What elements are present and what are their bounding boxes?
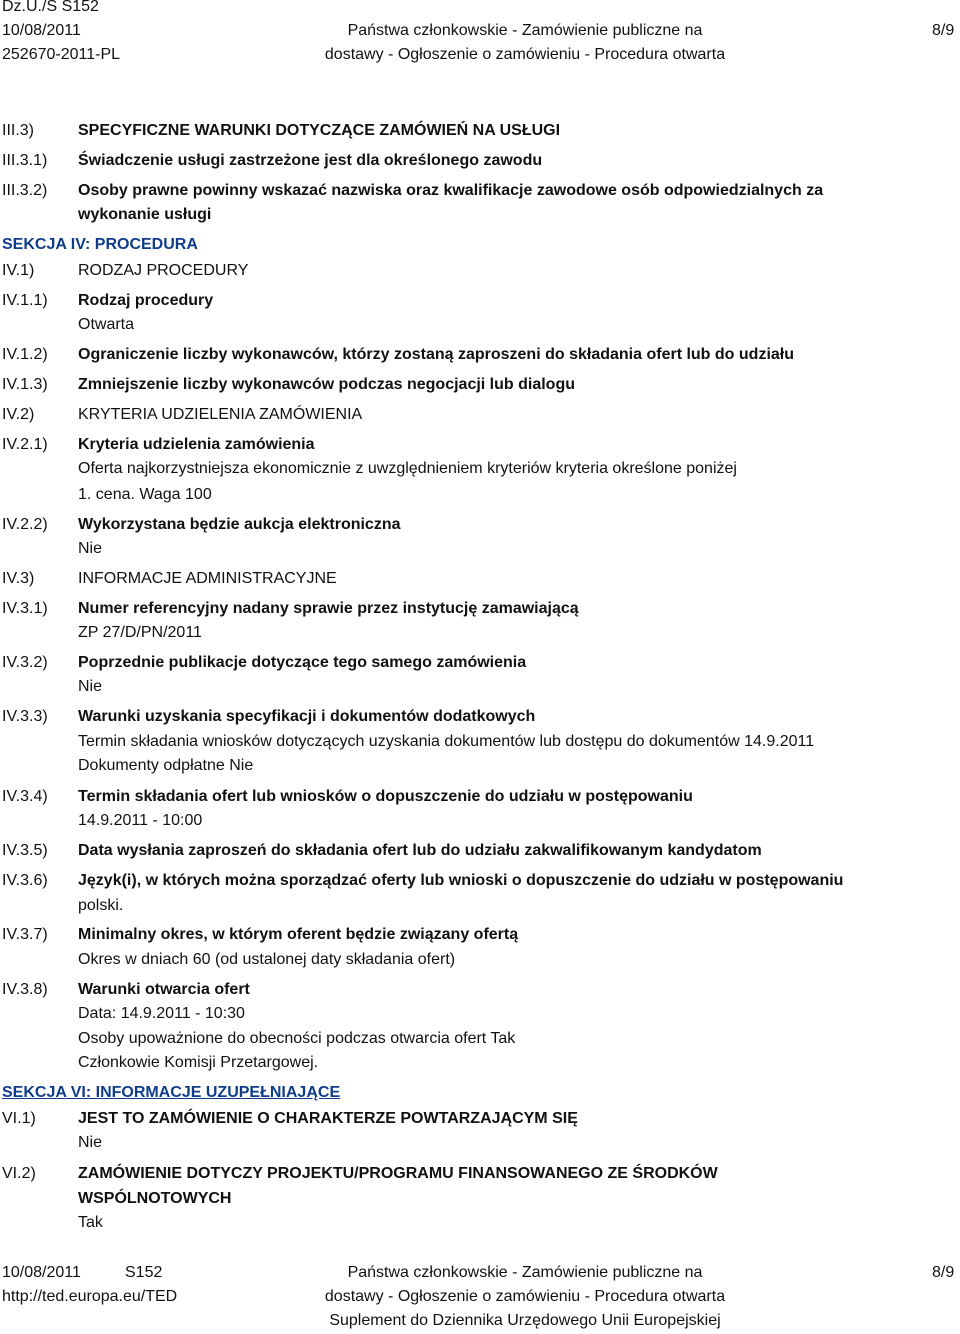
section-number: IV.2.2) [2,516,48,533]
section-heading: Warunki otwarcia ofert [78,981,250,998]
section-vi-2-cont [0,1190,960,1214]
section-heading: Kryteria udzielenia zamówienia [78,436,315,453]
footer-page-number: 8/9 [932,1264,955,1281]
section-iv-3-8-value2 [0,1030,960,1054]
section-value: Dokumenty odpłatne Nie [78,757,254,774]
section-heading-cont: WSPÓLNOTOWYCH [78,1190,232,1207]
section-heading: Data wysłania zaproszeń do składania ofert lub do udziału zakwalifikowanym kandydatom [78,842,762,859]
section-iv-3-8-value1 [0,1005,960,1029]
section-heading: KRYTERIA UDZIELENIA ZAMÓWIENIA [78,406,363,423]
section-iii-3-2-cont [0,206,960,230]
section-iv-3-7 [0,926,960,950]
section-heading: Poprzednie publikacje dotyczące tego samego zamówienia [78,654,527,671]
sekcja-iv [0,236,960,260]
section-iv-2-2-value [0,540,960,564]
section-iv-3-6 [0,872,960,896]
section-heading-cont: wykonanie usługi [78,206,212,223]
section-iv-3-6-value [0,897,960,921]
sekcja-vi [0,1084,960,1108]
section-heading: Minimalny okres, w którym oferent będzie związany ofertą [78,926,519,943]
footer-title-line3: Suplement do Dziennika Urzędowego Unii Europejskiej [329,1312,721,1329]
section-heading: Warunki uzyskania specyfikacji i dokumentów dodatkowych [78,708,536,725]
section-heading: Język(i), w których można sporządzać oferty lub wnioski o dopuszczenie do udziału w postępowaniu [78,872,844,889]
section-iv-1-1 [0,292,960,316]
section-iv-3-3-value1 [0,733,960,757]
section-value: Oferta najkorzystniejsza ekonomicznie z uwzględnieniem kryteriów kryteria określone poniżej [78,460,737,477]
footer-title-line2: dostawy - Ogłoszenie o zamówieniu - Procedura otwarta [324,1288,726,1305]
section-number: IV.3.3) [2,708,48,725]
journal-ref: Dz.U./S S152 [2,0,99,15]
section-number: IV.3.1) [2,600,48,617]
section-iv-2 [0,406,960,430]
section-heading: Świadczenie usługi zastrzeżone jest dla określonego zawodu [78,152,543,169]
section-value: Członkowie Komisji Przetargowej. [78,1054,319,1071]
section-value: Nie [78,540,103,557]
section-number: IV.1) [2,262,35,279]
section-number: IV.2) [2,406,35,423]
section-iv-3-1-value [0,624,960,648]
section-value: polski. [78,897,124,914]
section-heading: JEST TO ZAMÓWIENIE O CHARAKTERZE POWTARZAJĄCYM SIĘ [78,1110,578,1127]
section-number: VI.1) [2,1110,36,1127]
footer-date: 10/08/2011 [2,1264,81,1281]
footer-url: http://ted.europa.eu/TED [2,1288,178,1305]
section-iv-1 [0,262,960,286]
section-iv-3-3 [0,708,960,732]
section-iv-3-3-value2 [0,757,960,781]
section-value: Otwarta [78,316,135,333]
section-number: IV.3.6) [2,872,48,889]
footer-title-line1: Państwa członkowskie - Zamówienie publiczne na [347,1264,703,1281]
section-iv-3-2 [0,654,960,678]
section-vi-2 [0,1165,960,1189]
section-vi-1 [0,1110,960,1134]
section-heading: Wykorzystana będzie aukcja elektroniczna [78,516,401,533]
section-number: IV.3.5) [2,842,48,859]
section-number: IV.3.7) [2,926,48,943]
section-heading: INFORMACJE ADMINISTRACYJNE [78,570,337,587]
section-heading: Zmniejszenie liczby wykonawców podczas negocjacji lub dialogu [78,376,575,393]
section-number: IV.1.1) [2,292,48,309]
section-iv-3-4 [0,788,960,812]
section-iv-2-1-value1 [0,460,960,484]
header-date: 10/08/2011 [2,22,81,39]
section-iv-1-3 [0,376,960,400]
section-iv-2-2 [0,516,960,540]
section-value: Nie [78,678,103,695]
section-iii-3-2 [0,182,960,206]
section-value: Termin składania wniosków dotyczących uzyskania dokumentów lub dostępu do dokumentów 14.9.2011 [78,733,815,750]
header-title-line2: dostawy - Ogłoszenie o zamówieniu - Procedura otwarta [324,46,726,63]
section-number: IV.2.1) [2,436,48,453]
section-value: Data: 14.9.2011 - 10:30 [78,1005,245,1022]
section-number: IV.1.3) [2,376,48,393]
section-heading: SPECYFICZNE WARUNKI DOTYCZĄCE ZAMÓWIEŃ NA USŁUGI [78,122,561,139]
section-heading: Numer referencyjny nadany sprawie przez instytucję zamawiającą [78,600,579,617]
section-heading: Rodzaj procedury [78,292,214,309]
section-number: VI.2) [2,1165,36,1182]
section-number: III.3.1) [2,152,48,169]
section-value: Nie [78,1134,103,1151]
section-title: SEKCJA IV: PROCEDURA [2,236,198,253]
section-number: IV.1.2) [2,346,48,363]
section-iv-3-4-value [0,812,960,836]
section-value: 1. cena. Waga 100 [78,486,212,503]
section-vi-1-value [0,1134,960,1158]
section-iv-3-1 [0,600,960,624]
section-vi-2-value [0,1214,960,1238]
section-value: ZP 27/D/PN/2011 [78,624,202,641]
section-number: IV.3.4) [2,788,48,805]
section-iv-3 [0,570,960,594]
section-heading: Termin składania ofert lub wniosków o dopuszczenie do udziału w postępowaniu [78,788,693,805]
section-iv-3-8 [0,981,960,1005]
section-iv-3-5 [0,842,960,866]
header-notice-ref: 252670-2011-PL [2,46,121,63]
section-value: Tak [78,1214,103,1231]
section-iii-3-1 [0,152,960,176]
header-title-line1: Państwa członkowskie - Zamówienie publiczne na [347,22,703,39]
section-iv-1-2 [0,346,960,370]
section-iv-3-8-value3 [0,1054,960,1078]
section-number: IV.3.8) [2,981,48,998]
section-number: IV.3.2) [2,654,48,671]
section-iv-2-1 [0,436,960,460]
section-value: 14.9.2011 - 10:00 [78,812,203,829]
section-value: Osoby upoważnione do obecności podczas otwarcia ofert Tak [78,1030,516,1047]
section-heading: Ograniczenie liczby wykonawców, którzy zostaną zaproszeni do składania ofert lub do udziału [78,346,794,363]
section-iii-3 [0,122,960,146]
section-iv-1-1-value [0,316,960,340]
section-heading: RODZAJ PROCEDURY [78,262,249,279]
header-page-number: 8/9 [932,22,955,39]
section-iv-2-1-value2 [0,486,960,510]
section-heading: Osoby prawne powinny wskazać nazwiska oraz kwalifikacje zawodowe osób odpowiedzialnych za [78,182,824,199]
section-number: III.3) [2,122,35,139]
section-number: IV.3) [2,570,35,587]
section-number: III.3.2) [2,182,48,199]
footer-issue: S152 [125,1264,163,1281]
section-iv-3-2-value [0,678,960,702]
section-iv-3-7-value [0,951,960,975]
section-value: Okres w dniach 60 (od ustalonej daty składania ofert) [78,951,456,968]
section-heading: ZAMÓWIENIE DOTYCZY PROJEKTU/PROGRAMU FINANSOWANEGO ZE ŚRODKÓW [78,1165,718,1182]
section-title: SEKCJA VI: INFORMACJE UZUPEŁNIAJĄCE [2,1084,341,1101]
